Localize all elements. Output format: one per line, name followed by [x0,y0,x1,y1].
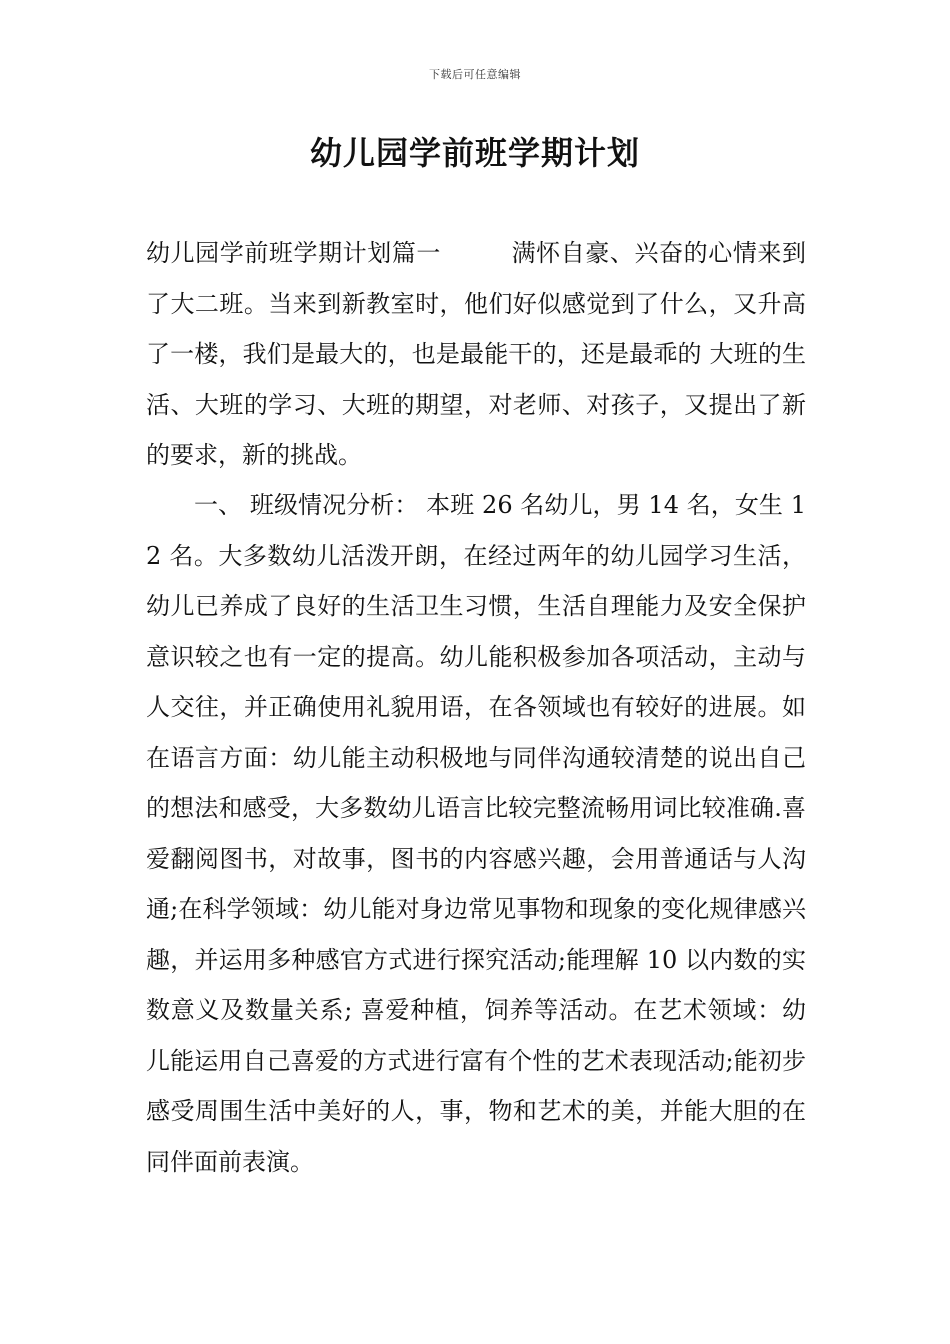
paragraph-text: 满怀自豪、兴奋的心情来到了大二班。当来到新教室时，他们好似感觉到了什么，又升高了一楼，我们是最大的，也是最能干的，还是最乖的 大班的生活、大班的学习、大班的期望，对老师、对孩子，又提出了新的要求，新的挑战。 [146,239,806,469]
paragraph-class-analysis: 一、 班级情况分析： 本班 26 名幼儿，男 14 名，女生 12 名。大多数幼儿活泼开朗，在经过两年的幼儿园学习生活，幼儿已养成了良好的生活卫生习惯，生活自理能力及安全保护意识较之也有一定的提高。幼儿能积极参加各项活动，主动与人交往，并正确使用礼貌用语，在各领域也有较好的进展。如在语言方面：幼儿能主动积极地与同伴沟通较清楚的说出自己的想法和感受，大多数幼儿语言比较完整流畅用词比较准确.喜爱翻阅图书，对故事，图书的内容感兴趣，会用普通话与人沟通;在科学领域：幼儿能对身边常见事物和现象的变化规律感兴趣，并运用多种感官方式进行探究活动;能理解 10 以内数的实数意义及数量关系; 喜爱种植，饲养等活动。在艺术领域：幼儿能运用自己喜爱的方式进行富有个性的艺术表现活动;能初步感受周围生活中美好的人，事，物和艺术的美，并能大胆的在同伴面前表演。 [146,491,806,1176]
paragraph-lead: 幼儿园学前班学期计划篇一 [146,239,441,267]
document-title: 幼儿园学前班学期计划 [309,134,640,172]
paragraph-intro [146,228,806,481]
header-note: 下载后可任意编辑 [429,68,521,81]
